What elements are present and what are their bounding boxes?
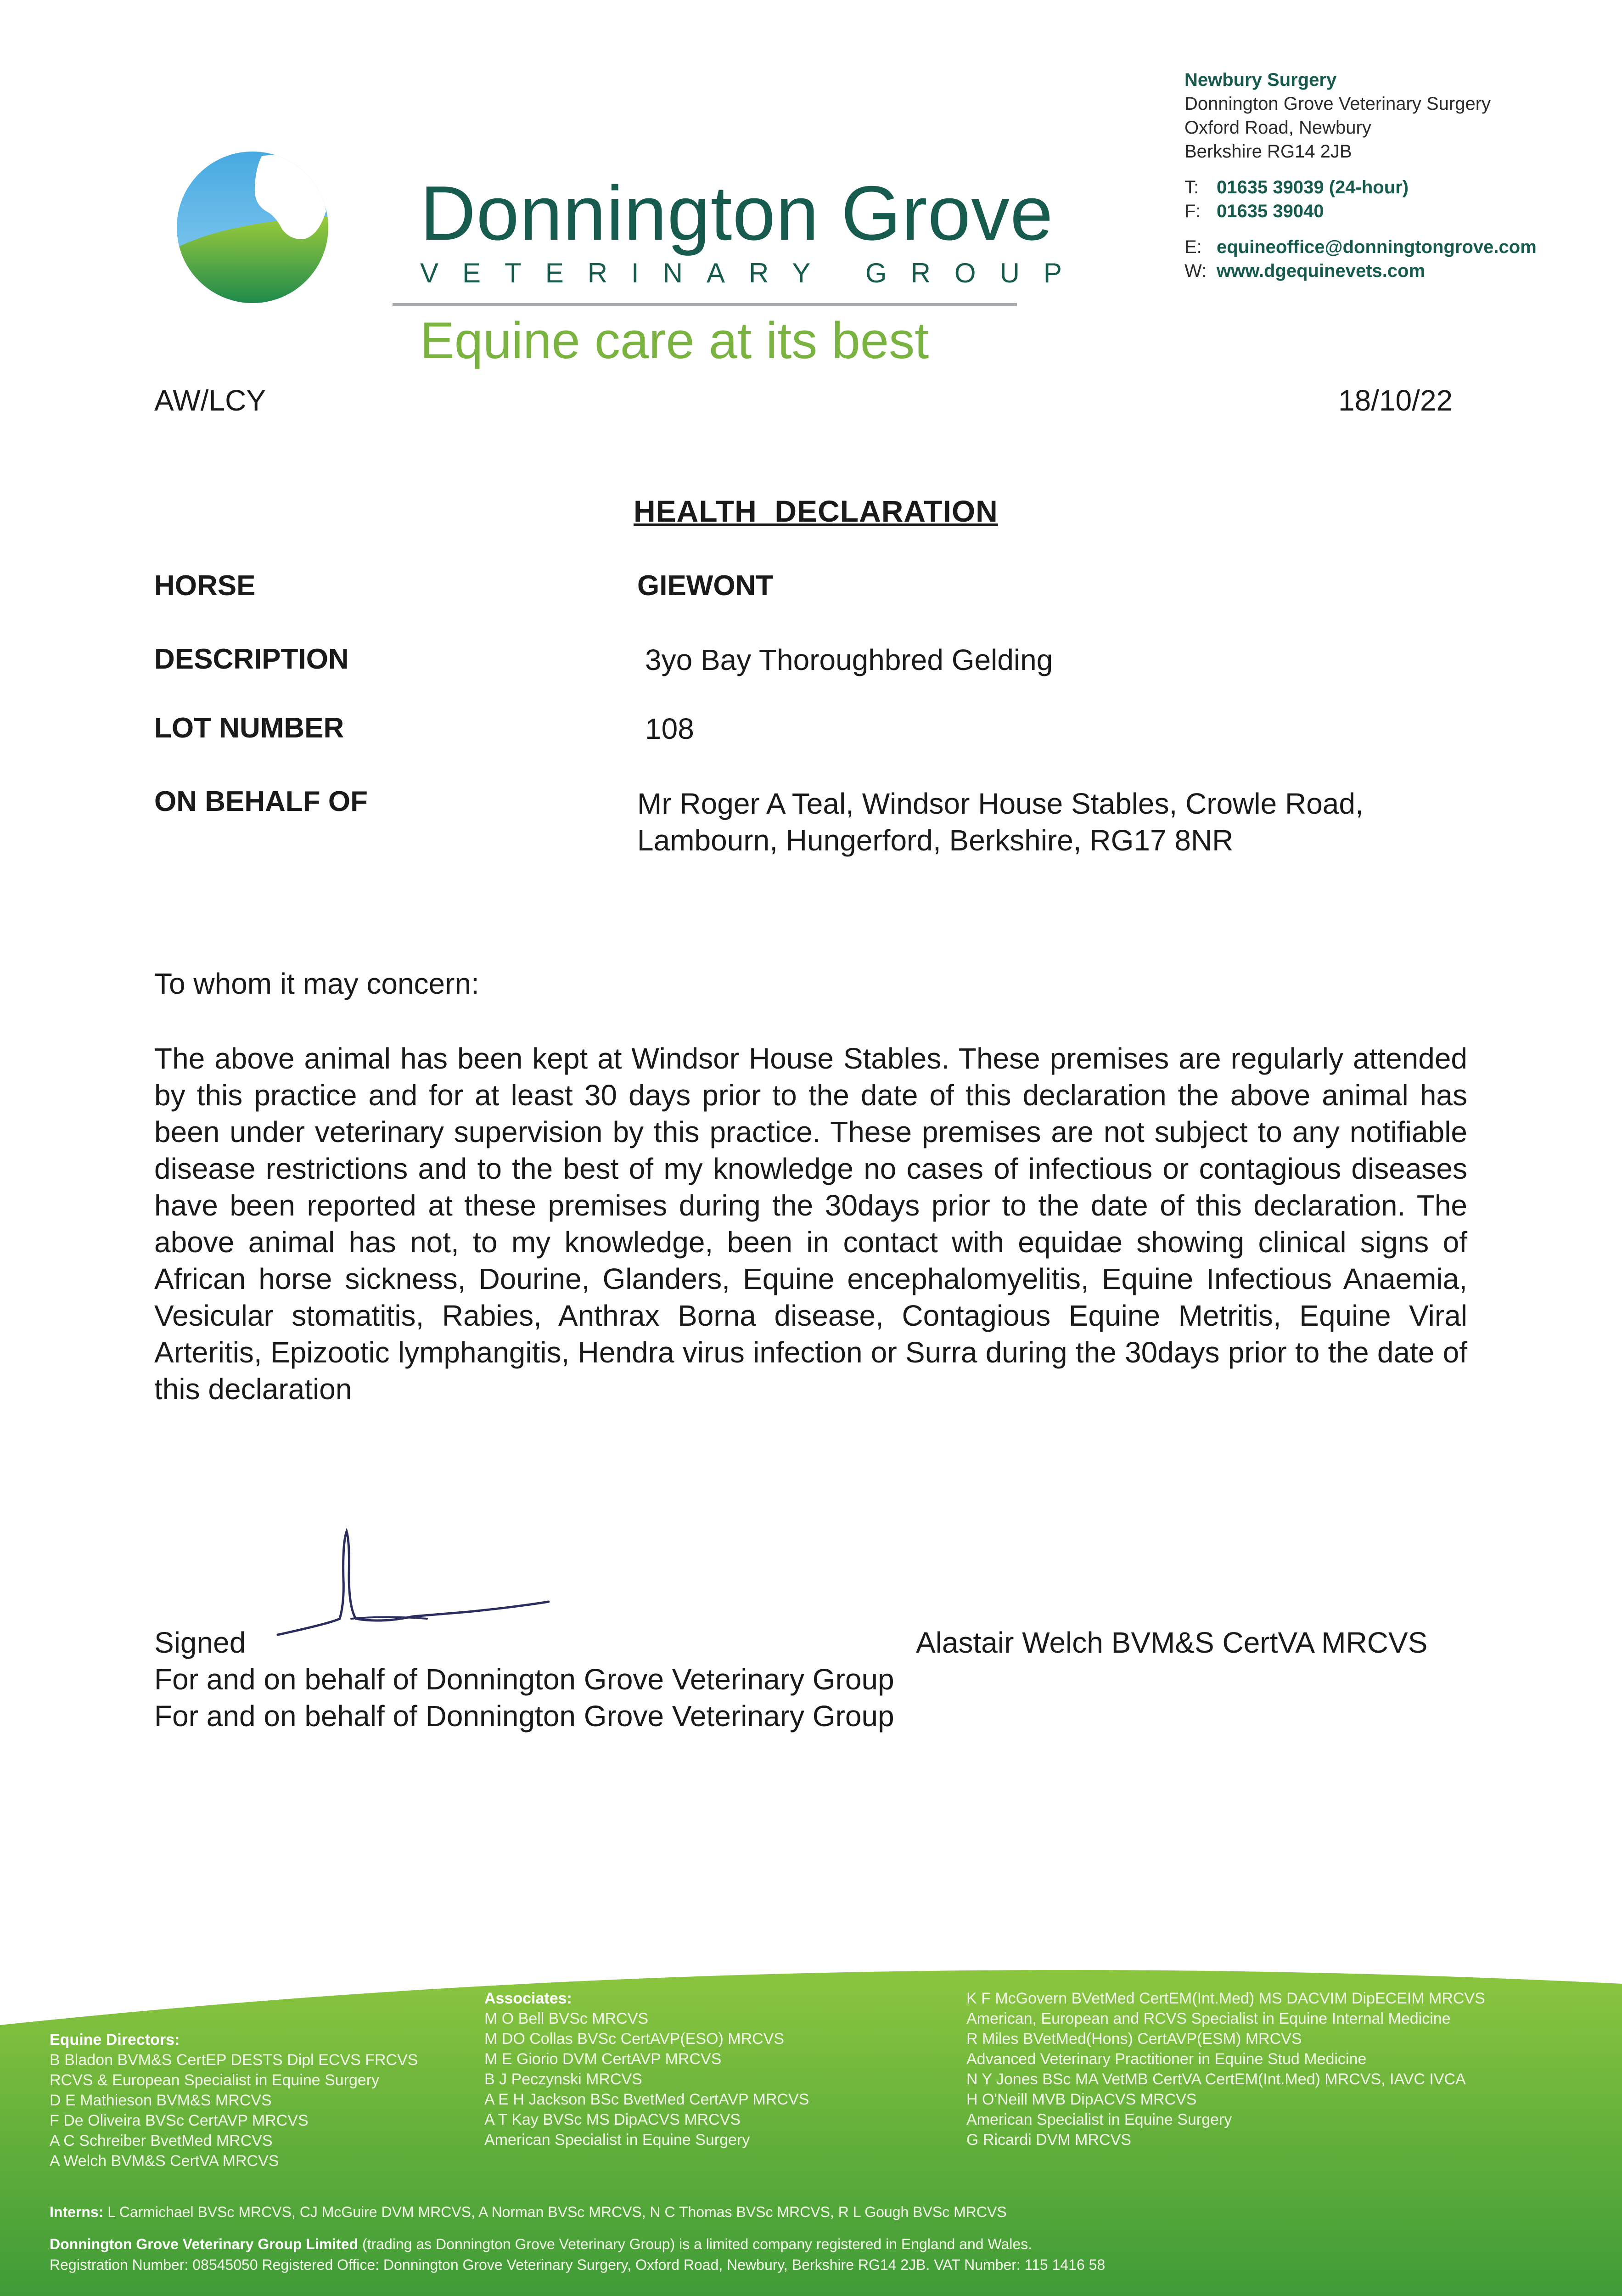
company-text: (trading as Donnington Grove Veterinary Group) is a limited company registered in England and Wales. (362, 2236, 1033, 2252)
email-label: E: (1184, 237, 1202, 257)
field-value-on-behalf-of (637, 785, 1364, 859)
director-line: A Welch BVM&S CertVA MRCVS (50, 2152, 279, 2170)
director-line: RCVS & European Specialist in Equine Surgery (50, 2071, 380, 2089)
fax-label: F: (1184, 201, 1201, 221)
directors-title: Equine Directors: (50, 2031, 180, 2048)
field-label-horse: HORSE (154, 570, 256, 602)
address-line: Mr Roger A Teal, Windsor House Stables, Crowle Road, (637, 787, 1364, 820)
brand-divider (393, 303, 1017, 306)
interns-title: Interns: (50, 2204, 104, 2220)
address-line: Donnington Grove Veterinary Surgery (1184, 94, 1491, 114)
vet-line: Advanced Veterinary Practitioner in Equine Stud Medicine (966, 2050, 1367, 2068)
email-link[interactable]: equineoffice@donningtongrove.com (1217, 237, 1537, 257)
brand-subtitle: VETERINARY GROUP (420, 258, 1086, 288)
vet-line: American, European and RCVS Specialist in Equine Internal Medicine (966, 2010, 1451, 2027)
footer-directors (50, 2030, 418, 2171)
footer-other-vets (966, 1988, 1485, 2150)
field-value-lot-number: 108 (645, 712, 694, 745)
document-title: HEALTH DECLARATION (634, 494, 998, 528)
footer-company (50, 2234, 1032, 2254)
associate-line: A T Kay BVSc MS DipACVS MRCVS (484, 2111, 741, 2128)
vet-line: American Specialist in Equine Surgery (966, 2111, 1232, 2128)
address-line: Berkshire RG14 2JB (1184, 141, 1352, 162)
footer-interns (50, 2202, 1007, 2222)
vet-line: N Y Jones BSc MA VetMB CertVA CertEM(Int.Med) MRCVS, IAVC IVCA (966, 2071, 1466, 2088)
associate-line: M DO Collas BVSc CertAVP(ESO) MRCVS (484, 2030, 785, 2048)
surgery-name: Newbury Surgery (1184, 70, 1337, 90)
contact-block (1184, 68, 1537, 283)
footer-registration: Registration Number: 08545050 Registered Office: Donnington Grove Veterinary Surgery, Oxford Road, Newbury, Berkshire RG14 2JB. VAT Number: 115 1416 58 (50, 2257, 1106, 2273)
footer-associates (484, 1988, 809, 2150)
tel-label: T: (1184, 177, 1199, 197)
website-link[interactable]: www.dgequinevets.com (1217, 261, 1426, 281)
field-value-horse: GIEWONT (637, 570, 774, 602)
address-line: Oxford Road, Newbury (1184, 118, 1371, 138)
horse-head-logo-icon (168, 147, 342, 303)
on-behalf-line: For and on behalf of Donnington Grove Veterinary Group (154, 1663, 894, 1696)
fax: 01635 39040 (1217, 201, 1324, 221)
brand-name: Donnington Grove (420, 170, 1054, 256)
field-label-lot-number: LOT NUMBER (154, 712, 344, 744)
web-label: W: (1184, 261, 1207, 281)
vet-line: K F McGovern BVetMed CertEM(Int.Med) MS DACVIM DipECEIM MRCVS (966, 1990, 1485, 2007)
vet-line: G Ricardi DVM MRCVS (966, 2131, 1131, 2149)
director-line: F De Oliveira BVSc CertAVP MRCVS (50, 2112, 309, 2129)
field-label-description: DESCRIPTION (154, 643, 349, 675)
address-line: Lambourn, Hungerford, Berkshire, RG17 8NR (637, 824, 1234, 857)
signer-name: Alastair Welch BVM&S CertVA MRCVS (916, 1626, 1428, 1659)
vet-line: H O'Neill MVB DipACVS MRCVS (966, 2091, 1197, 2108)
signed-label: Signed (154, 1626, 246, 1659)
field-value-description: 3yo Bay Thoroughbred Gelding (645, 643, 1053, 676)
interns-list: L Carmichael BVSc MRCVS, CJ McGuire DVM MRCVS, A Norman BVSc MRCVS, N C Thomas BVSc MRCVS, R L Gough BVSc MRCVS (107, 2204, 1007, 2220)
brand-tagline: Equine care at its best (420, 312, 929, 369)
associate-line: American Specialist in Equine Surgery (484, 2131, 750, 2149)
letter-date: 18/10/22 (1338, 384, 1453, 417)
associate-line: M O Bell BVSc MRCVS (484, 2010, 649, 2027)
associate-line: A E H Jackson BSc BvetMed CertAVP MRCVS (484, 2091, 809, 2108)
company-name: Donnington Grove Veterinary Group Limited (50, 2236, 359, 2252)
field-label-on-behalf-of: ON BEHALF OF (154, 786, 368, 817)
reference-code: AW/LCY (154, 384, 266, 417)
associates-title: Associates: (484, 1990, 572, 2007)
handwritten-signature (275, 1525, 560, 1644)
associate-line: B J Peczynski MRCVS (484, 2071, 642, 2088)
greeting: To whom it may concern: (154, 967, 479, 1000)
director-line: D E Mathieson BVM&S MRCVS (50, 2092, 272, 2109)
director-line: B Bladon BVM&S CertEP DESTS Dipl ECVS FRCVS (50, 2051, 418, 2069)
associate-line: M E Giorio DVM CertAVP MRCVS (484, 2050, 722, 2068)
telephone: 01635 39039 (24-hour) (1217, 177, 1409, 197)
declaration-body: The above animal has been kept at Windsor House Stables. These premises are regularly attended by this practice and for at least 30 days prior to the date of this declaration the above animal has been under veterinary supervision by this practice. These premises are not subject to any notifiable disease restrictions and to the best of my knowledge no cases of infectious or contagious diseases have been reported at these premises during the 30days prior to the date of this declaration. The above animal has not, to my knowledge, been in contact with equidae showing clinical signs of African horse sickness, Dourine, Glanders, Equine encephalomyelitis, Equine Infectious Anaemia, Vesicular stomatitis, Rabies, Anthrax Borna disease, Contagious Equine Metritis, Equine Viral Arteritis, Epizootic lymphangitis, Hendra virus infection or Surra during the 30days prior to the date of this declaration (154, 1042, 1467, 1406)
director-line: A C Schreiber BvetMed MRCVS (50, 2132, 273, 2150)
on-behalf-line: For and on behalf of Donnington Grove Veterinary Group (154, 1699, 894, 1733)
vet-line: R Miles BVetMed(Hons) CertAVP(ESM) MRCVS (966, 2030, 1302, 2048)
